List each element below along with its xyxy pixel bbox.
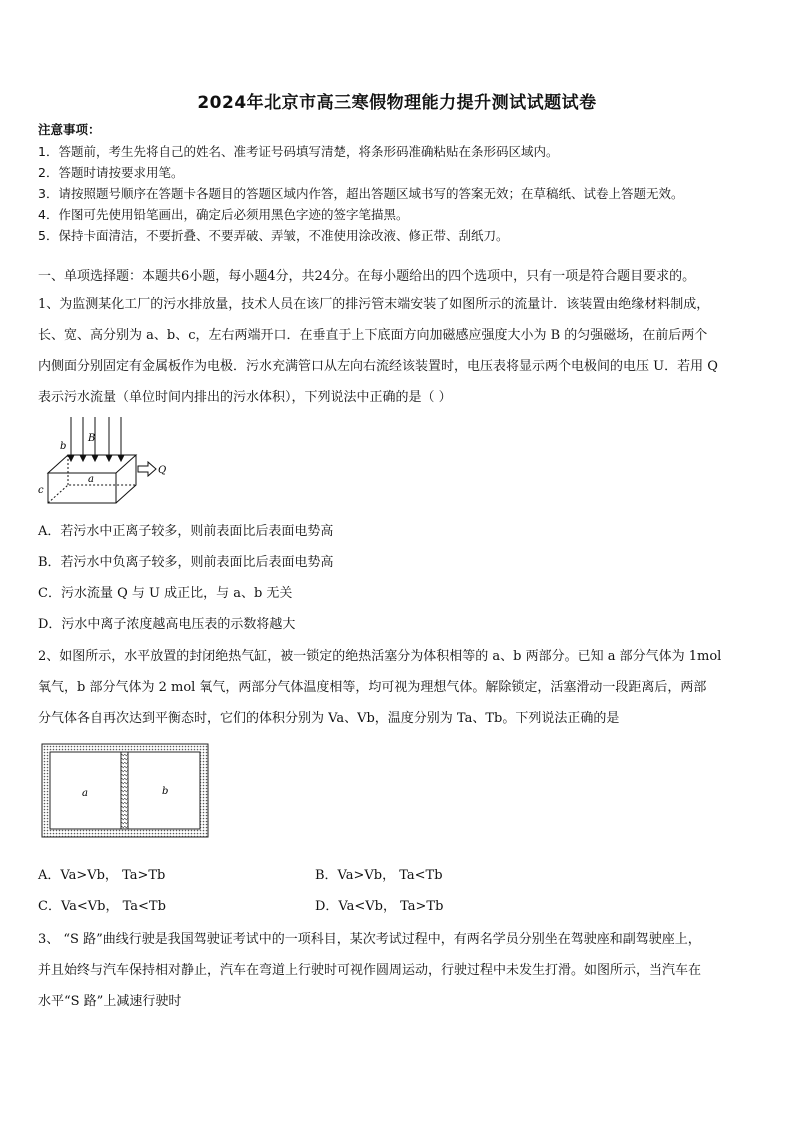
label-Q: Q	[158, 465, 167, 476]
flowmeter-figure	[36, 415, 171, 510]
notice-item-3: 3．请按照题号顺序在答题卡各题目的答题区域内作答，超出答题区域书写的答案无效；在草稿纸、试卷上答题无效。	[38, 186, 684, 201]
q2-line-3: 分气体各自再次达到平衡态时，它们的体积分别为 Va、Vb，温度分别为 Ta、Tb。下列说法正确的是	[38, 711, 620, 726]
q2-option-a: A．Va>Vb， Ta>Tb	[38, 868, 166, 883]
q2-option-c: C．Va<Vb， Ta<Tb	[38, 899, 166, 914]
q1-line-1: 1、为监测某化工厂的污水排放量，技术人员在该厂的排污管末端安装了如图所示的流量计．该装置由绝缘材料制成，	[38, 297, 710, 312]
notice-item-2: 2．答题时请按要求用笔。	[38, 165, 184, 180]
label-B: B	[88, 433, 96, 444]
cylinder-figure	[40, 742, 210, 839]
q2-option-d: D．Va<Vb， Ta>Tb	[315, 899, 444, 914]
label-part-a: a	[82, 788, 88, 799]
q3-line-1: 3、 “S 路”曲线行驶是我国驾驶证考试中的一项科目，某次考试过程中，有两名学员分别坐在驾驶座和副驾驶座上，	[38, 932, 701, 947]
notice-item-1: 1．答题前，考生先将自己的姓名、准考证号码填写清楚，将条形码准确粘贴在条形码区域内。	[38, 144, 559, 159]
label-c: c	[38, 485, 44, 496]
page-title: 2024年北京市高三寒假物理能力提升测试试题试卷	[197, 93, 597, 113]
q2-option-b: B．Va>Vb， Ta<Tb	[315, 868, 443, 883]
label-part-b: b	[162, 786, 169, 797]
q2-line-2: 氧气，b 部分气体为 2 mol 氧气，两部分气体温度相等，均可视为理想气体。解除锁定，活塞滑动一段距离后，两部	[38, 680, 707, 695]
q3-line-3: 水平“S 路”上减速行驶时	[38, 994, 182, 1009]
q1-option-b: B．若污水中负离子较多，则前表面比后表面电势高	[38, 555, 334, 570]
notice-item-4: 4．作图可先使用铅笔画出，确定后必须用黑色字迹的签字笔描黑。	[38, 207, 409, 222]
q1-option-a: A．若污水中正离子较多，则前表面比后表面电势高	[38, 524, 334, 539]
label-b: b	[60, 441, 67, 452]
q1-line-4: 表示污水流量（单位时间内排出的污水体积），下列说法中正确的是（ ）	[38, 390, 452, 405]
q1-line-2: 长、宽、高分别为 a、b、c，左右两端开口．在垂直于上下底面方向加磁感应强度大小为 B 的匀强磁场，在前后两个	[38, 328, 708, 343]
section-heading: 一、单项选择题：本题共6小题，每小题4分，共24分。在每小题给出的四个选项中，只有一项是符合题目要求的。	[38, 269, 696, 284]
label-a: a	[88, 474, 94, 485]
q1-option-d: D．污水中离子浓度越高电压表的示数将越大	[38, 617, 296, 632]
notice-heading: 注意事项：	[38, 122, 101, 137]
q3-line-2: 并且始终与汽车保持相对静止，汽车在弯道上行驶时可视作圆周运动，行驶过程中未发生打滑。如图所示，当汽车在	[38, 963, 702, 978]
notice-item-5: 5．保持卡面清洁，不要折叠、不要弄破、弄皱，不准使用涂改液、修正带、刮纸刀。	[38, 228, 509, 243]
q1-option-c: C．污水流量 Q 与 U 成正比，与 a、b 无关	[38, 586, 293, 601]
q1-line-3: 内侧面分别固定有金属板作为电极．污水充满管口从左向右流经该装置时，电压表将显示两个电极间的电压 U．若用 Q	[38, 359, 718, 374]
q2-line-1: 2、如图所示，水平放置的封闭绝热气缸，被一锁定的绝热活塞分为体积相等的 a、b 两部分。已知 a 部分气体为 1mol	[38, 649, 722, 664]
